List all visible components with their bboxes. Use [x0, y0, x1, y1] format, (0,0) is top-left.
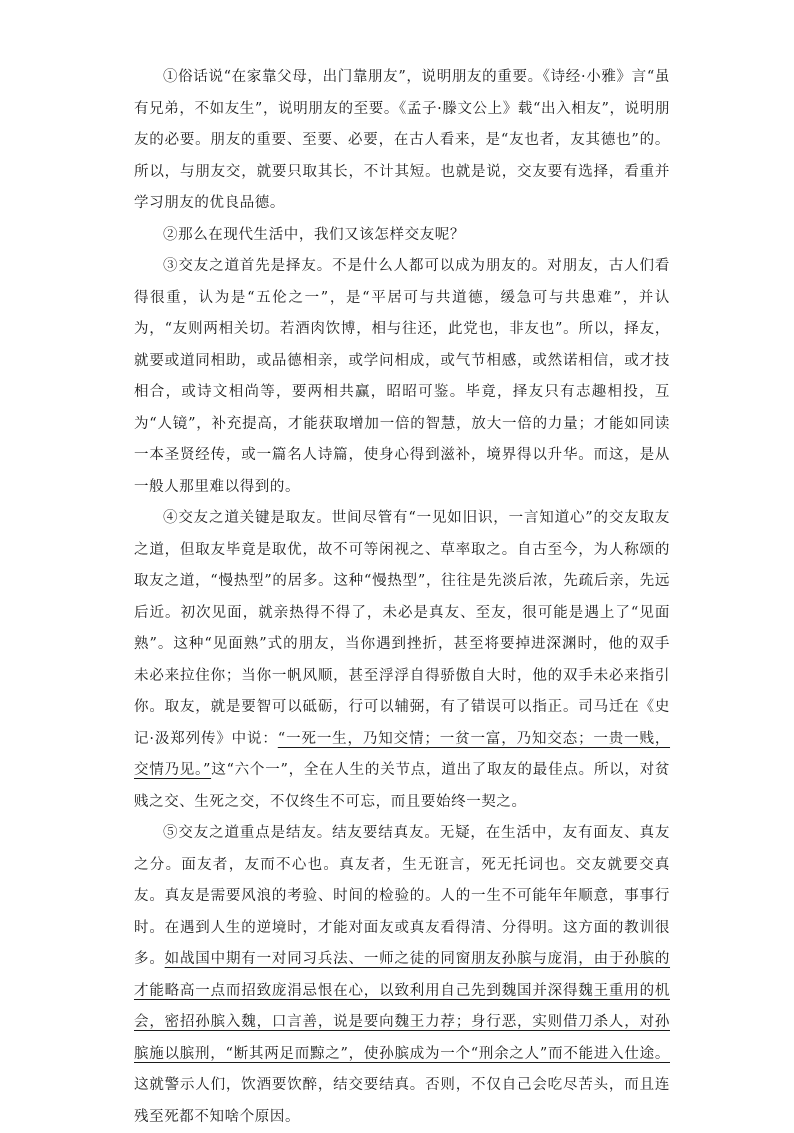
paragraph-2-text: ②那么在现代生活中，我们又该怎样交友呢？ [163, 226, 465, 243]
paragraph-3 [134, 251, 670, 503]
paragraph-4-underlined-quote: “一死一生，乃知交情；一贫一富，乃知交态；一贵一贱，交情乃见。” [134, 730, 671, 778]
paragraph-1 [134, 62, 670, 220]
paragraph-4-text-b: 这“六个一”，全在人生的关节点，道出了取友的最佳点。所以，对贫贱之交、生死之交，不仅终生不可忘，而且要始终一契之。 [134, 762, 670, 810]
paragraph-5-text-a: ⑤交友之道重点是结友。结友要结真友。无疑，在生活中，友有面友、真友之分。面友者，友而不心也。真友者，生无诳言，死无托词也。交友就要交真友。真友是需要风浪的考验、时间的检验的。人的一生不可能年年顺意，事事行时。在遇到人生的逆境时，才能对面友或真友看得清、分得明。这方面的教训很多。 [134, 825, 670, 967]
paragraph-5-underlined-example: 如战国中期有一对同习兵法、一师之徒的同窗朋友孙膑与庞涓，由于孙膑的才能略高一点而招致庞涓忌恨在心，以致利用自己先到魏国并深得魏王重用的机会，密招孙膑入魏，口言善，说是要向魏王力荐；身行恶，实则借刀杀人，对孙膑施以膑刑，“断其两足而黥之”，使孙膑成为一个“刑余之人”而不能进入仕途。 [134, 951, 671, 1062]
paragraph-5 [134, 818, 670, 1133]
paragraph-1-text: ①俗话说“在家靠父母，出门靠朋友”，说明朋友的重要。《诗经·小雅》言“虽有兄弟，不如友生”，说明朋友的至要。《孟子·滕文公上》载“出入相友”，说明朋友的必要。朋友的重要、至要、必要，在古人看来，是“友也者，友其德也”的。所以，与朋友交，就要只取其长，不计其短。也就是说，交友要有选择，看重并学习朋友的优良品德。 [134, 69, 670, 211]
paragraph-3-text: ③交友之道首先是择友。不是什么人都可以成为朋友的。对朋友，古人们看得很重，认为是“五伦之一”，是“平居可与共道德，缓急可与共患难”，并认为，“友则两相关切。若酒肉饮博，相与往还，此党也，非友也”。所以，择友，就要或道同相助，或品德相亲，或学问相成，或气节相感，或然诺相信，或才技相合，或诗文相尚等，要两相共赢，昭昭可鉴。毕竟，择友只有志趣相投，互为“人镜”，补充提高，才能获取增加一倍的智慧，放大一倍的力量；才能如同读一本圣贤经传，或一篇名人诗篇，使身心得到滋补，境界得以升华。而这，是从一般人那里难以得到的。 [134, 258, 670, 495]
paragraph-5-text-b: 这就警示人们，饮酒要饮醉，结交要结真。否则，不仅自己会吃尽苦头，而且连残至死都不知啥个原因。 [134, 1077, 670, 1125]
paragraph-4-text-a: ④交友之道关键是取友。世间尽管有“一见如旧识，一言知道心”的交友取友之道，但取友毕竟是取优，故不可等闲视之、草率取之。自古至今，为人称颂的取友之道，“慢热型”的居多。这种“慢热型”，往往是先淡后浓，先疏后亲，先远后近。初次见面，就亲热得不得了，未必是真友、至友，很可能是遇上了“见面熟”。这种“见面熟”式的朋友，当你遇到挫折，甚至将要掉进深渊时，他的双手未必来拉住你；当你一帆风顺，甚至浮浮自得骄傲自大时，他的双手未必来指引你。取友，就是要智可以砥砺，行可以辅弼，有了错误可以指正。司马迁在《史记·汲郑列传》中说： [134, 510, 670, 747]
document-body [134, 62, 670, 1133]
paragraph-4 [134, 503, 670, 818]
paragraph-2 [134, 220, 670, 252]
